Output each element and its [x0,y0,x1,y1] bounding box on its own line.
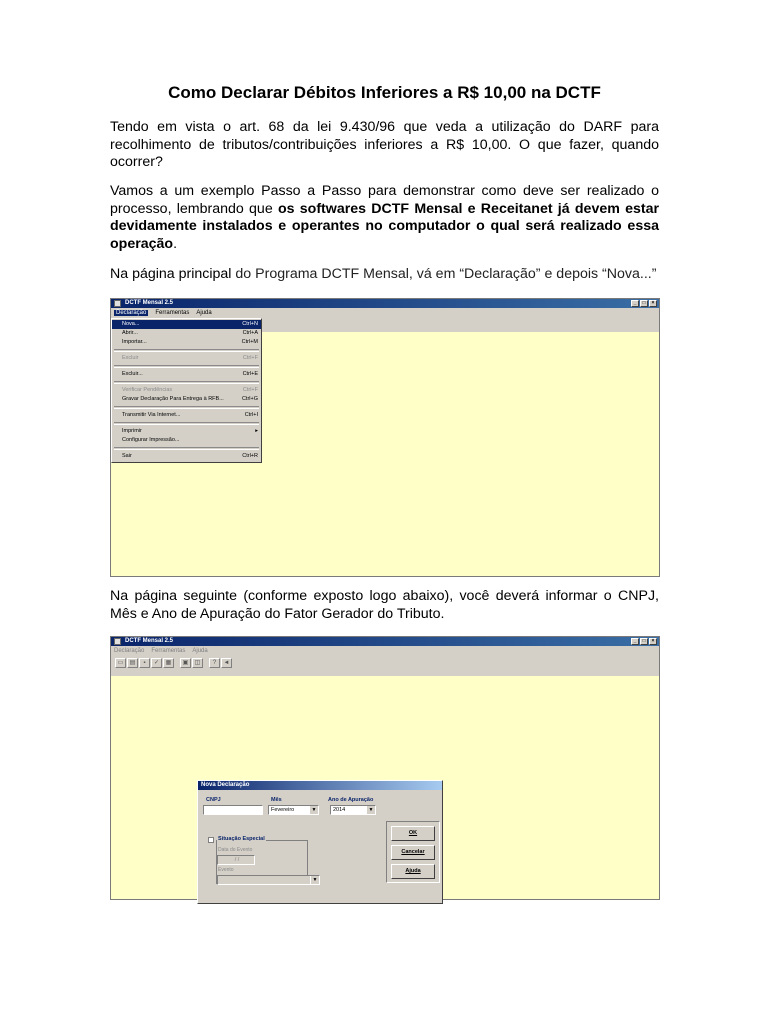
dialog-button-frame [386,821,440,883]
cnpj-input[interactable] [203,805,263,815]
close-icon[interactable]: × [649,300,657,307]
steps-paragraph [110,183,659,253]
menu-declaracao[interactable]: Declaração [116,310,147,316]
open-icon[interactable]: ▤ [127,658,138,668]
menu-item[interactable] [112,329,261,338]
menu-item[interactable] [112,370,261,379]
menu-item-shortcut: Ctrl+R [242,453,258,459]
steps-text: Vamos a um exemplo Passo a Passo para demonstrar como deve ser realizado o processo, lembrando que [110,183,659,217]
cnpj-label: CNPJ [206,797,221,803]
dialog-title: Nova Declaração [198,781,442,790]
menu-separator [114,422,259,425]
menu-item-shortcut: Ctrl+N [242,321,258,327]
menu-item-shortcut: Ctrl+E [242,371,258,377]
intro-paragraph: Tendo em vista o art. 68 da lei 9.430/96 que veda a utilização do DARF para recolhimento de tributos/contribuições inferiores a R$ 10,00. O que fazer, quando ocorrer? [110,119,659,170]
chevron-down-icon[interactable]: ▼ [310,876,319,884]
menu-ajuda[interactable]: Ajuda [192,648,208,654]
menu-item-label: Imprimir [122,428,142,434]
next-page-paragraph: Na página seguinte (conforme exposto logo abaixo), você deverá informar o CNPJ, Mês e Ano de Apuração do Fator Gerador do Tributo. [110,588,659,622]
ano-select[interactable] [330,805,376,815]
save-icon[interactable]: ▪ [139,658,150,668]
menu-item-shortcut: Ctrl+G [241,396,258,402]
window-title: DCTF Mensal 2.5 [125,300,174,306]
menu-item-shortcut: Ctrl+F [242,355,258,361]
evento-label: Evento [218,867,234,873]
menu-item[interactable] [112,411,261,420]
menu-separator [114,406,259,409]
ano-label: Ano de Apuração [328,797,374,803]
menu-bar [111,308,659,318]
menu-ajuda[interactable]: Ajuda [196,310,212,316]
cancel-button[interactable]: Cancelar [391,845,435,860]
menu-item-shortcut: Ctrl+M [241,339,258,345]
menu-item-shortcut: Ctrl+I [244,412,258,418]
menu-item-label: Abrir... [122,330,138,336]
preview-icon[interactable]: ◫ [192,658,203,668]
menu-separator [114,365,259,368]
window-titlebar [111,637,659,646]
check-icon[interactable]: ✓ [151,658,162,668]
menu-ferramentas[interactable]: Ferramentas [155,310,190,316]
maximize-icon[interactable]: □ [640,638,648,645]
grid-icon[interactable]: ▦ [163,658,174,668]
instruction-text-a: Na página principal [110,266,236,282]
chevron-down-icon[interactable]: ▼ [366,806,375,814]
app-icon [114,638,121,645]
menu-item-label: Importar... [122,339,147,345]
ok-button[interactable]: OK [391,826,435,841]
menu-item[interactable] [112,338,261,347]
app-icon [114,300,121,307]
document-title: Como Declarar Débitos Inferiores a R$ 10,00 na DCTF [168,83,601,102]
menu-item-label: Configurar Impressão... [122,437,180,443]
menu-item-shortcut: ▸ [255,428,258,434]
evento-select[interactable] [217,875,320,885]
menu-item-label: Transmitir Via Internet... [122,412,181,418]
menu-item[interactable] [112,452,261,461]
window-controls [631,638,657,645]
exit-icon[interactable]: ◄ [221,658,232,668]
data-evento-label: Data do Evento [218,847,253,853]
instruction-paragraph [110,266,659,284]
ano-value: 2014 [333,807,346,813]
maximize-icon[interactable]: □ [640,300,648,307]
menu-bar [111,646,659,656]
new-icon[interactable]: ▭ [115,658,126,668]
window-title: DCTF Mensal 2.5 [125,638,174,644]
print-icon[interactable]: ▣ [180,658,191,668]
menu-item-label: Verificar Pendências [122,387,173,393]
dctf-window-menu-screenshot [110,298,660,577]
minimize-icon[interactable]: _ [631,300,639,307]
menu-item-label: Excluir... [122,371,143,377]
help-icon[interactable]: ? [209,658,220,668]
declaracao-dropdown-menu [111,318,262,463]
app-client-area [111,676,659,899]
menu-item[interactable] [112,395,261,404]
situacao-checkbox[interactable] [208,837,214,843]
menu-ferramentas[interactable]: Ferramentas [151,648,186,654]
mes-label: Mês [271,797,282,803]
chevron-down-icon[interactable]: ▼ [309,806,318,814]
close-icon[interactable]: × [649,638,657,645]
menu-item[interactable] [112,427,261,436]
menu-item[interactable] [112,320,261,329]
data-evento-input[interactable]: / / [217,855,255,865]
mes-select[interactable] [268,805,319,815]
menu-item-label: Excluir [122,355,139,361]
menu-item [112,386,261,395]
menu-item-label: Gravar Declaração Para Entrega à RFB... [122,396,224,402]
menu-separator [114,381,259,384]
menu-item-shortcut: Ctrl+A [242,330,258,336]
nova-declaracao-dialog [197,780,443,904]
menu-separator [114,447,259,450]
menu-item-shortcut: Ctrl+F [242,387,258,393]
instruction-text-b: do Programa DCTF Mensal, vá em “Declaração” e depois “Nova...” [235,266,657,282]
mes-value: Fevereiro [271,807,295,813]
dctf-window-dialog-screenshot [110,636,660,900]
situacao-label: Situação Especial [218,836,265,842]
steps-end: . [173,235,178,252]
menu-item [112,354,261,363]
toolbar [111,656,659,669]
minimize-icon[interactable]: _ [631,638,639,645]
menu-declaracao[interactable]: Declaração [114,648,145,654]
window-titlebar [111,299,659,308]
menu-separator [114,349,259,352]
menu-item-label: Nova... [122,321,140,327]
window-controls [631,300,657,307]
menu-item[interactable] [112,436,261,445]
help-button[interactable]: Ajuda [391,864,435,879]
steps-bold-text: os softwares DCTF Mensal e Receitanet já devem estar devidamente instalados e operantes no computador o qual será realizado essa operação [110,200,660,252]
menu-item-label: Sair [122,453,132,459]
